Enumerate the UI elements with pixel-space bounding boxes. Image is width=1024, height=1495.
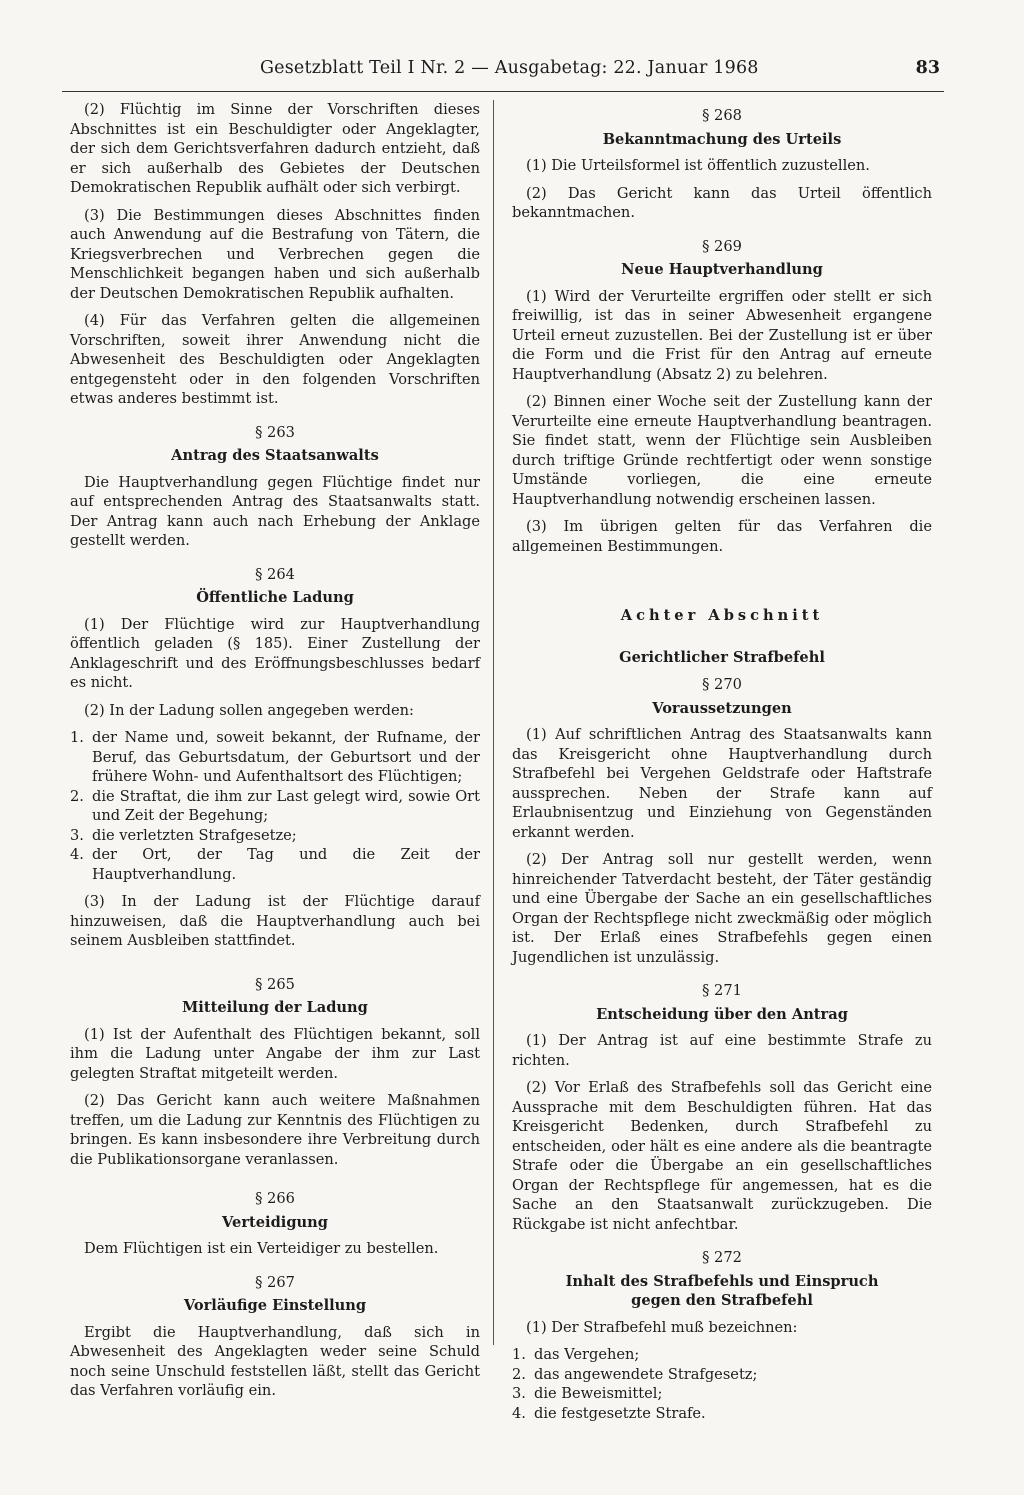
list-number: 2. (512, 1365, 526, 1383)
paragraph: (3) In der Ladung ist der Flüchtige darauf hinzuweisen, daß die Hauptverhandlung auch bei seinem Ausbleiben stattfindet. (70, 893, 480, 949)
paragraph: (1) Der Antrag ist auf eine bestimmte Strafe zu richten. (512, 1032, 932, 1069)
paragraph: Dem Flüchtigen ist ein Verteidiger zu bestellen. (84, 1240, 439, 1257)
paragraph: (1) Die Urteilsformel ist öffentlich zuzustellen. (526, 157, 870, 174)
paragraph: (2) Das Gericht kann auch weitere Maßnahmen treffen, um die Ladung zur Kenntnis des Flüchtigen zu bringen. Es kann insbesondere ihre Verbreitung durch die Publikationsorgane veranlassen. (70, 1092, 480, 1168)
list-item (70, 845, 480, 884)
list-text: die festgesetzte Strafe. (534, 1404, 706, 1422)
section-number: § 268 (702, 107, 742, 124)
header-title: Gesetzblatt Teil I Nr. 2 — Ausgabetag: 22. Januar 1968 (260, 58, 759, 78)
list-item (512, 1345, 932, 1365)
list-number: 2. (70, 787, 84, 805)
paragraph: (2) Der Antrag soll nur gestellt werden, wenn hinreichender Tatverdacht besteht, der Täter geständig und eine Übergabe der Sache an ein gesellschaftliches Organ der Rechtspflege nicht zweckmäßig oder möglich ist. Der Erlaß eines Strafbefehls gegen einen Jugendlichen ist unzulässig. (512, 851, 932, 966)
chapter-subtitle: Gerichtlicher Strafbefehl (619, 648, 825, 666)
list-item (70, 787, 480, 826)
list-item (512, 1384, 932, 1404)
section-number: § 265 (255, 975, 295, 993)
column-divider (493, 100, 494, 1345)
left-column (70, 100, 480, 1409)
section-number: § 264 (255, 565, 295, 583)
list-number: 3. (70, 826, 84, 844)
section-number: § 270 (702, 676, 742, 693)
section-number: § 267 (255, 1273, 295, 1291)
paragraph: (2) Vor Erlaß des Strafbefehls soll das Gericht eine Aussprache mit dem Beschuldigten führen. Hat das Kreisgericht Bedenken, durch Strafbefehl zu entscheiden, oder hält es eine andere als die beantragte Strafe oder die Übergabe an ein gesellschaftliches Organ der Rechtspflege für angemessen, hat es die Sache an den Staatsanwalt zurückzugeben. Die Rückgabe ist nicht anfechtbar. (512, 1079, 932, 1233)
section-title: Verteidigung (222, 1213, 328, 1231)
numbered-list (70, 728, 480, 884)
paragraph: (1) Der Strafbefehl muß bezeichnen: (526, 1318, 798, 1336)
paragraph: (2) In der Ladung sollen angegeben werden: (84, 701, 414, 719)
page-number: 83 (915, 58, 940, 78)
paragraph: (2) Binnen einer Woche seit der Zustellung kann der Verurteilte eine erneute Hauptverhandlung beantragen. Sie findet statt, wenn der Flüchtige sein Ausbleiben durch triftige Gründe rechtfertigt oder wenn sonstige Umstände vorliegen, die eine erneute Hauptverhandlung notwendig erscheinen lassen. (512, 393, 932, 508)
section-number: § 269 (702, 237, 742, 255)
list-number: 1. (70, 729, 84, 746)
list-item (70, 826, 480, 846)
paragraph: Die Hauptverhandlung gegen Flüchtige findet nur auf entsprechenden Antrag des Staatsanwalts statt. Der Antrag kann auch nach Erhebung der Anklage gestellt werden. (70, 473, 480, 549)
section-title: Bekanntmachung des Urteils (602, 130, 842, 148)
paragraph: (1) Auf schriftlichen Antrag des Staatsanwalts kann das Kreisgericht ohne Hauptverhandlung durch Strafbefehl bei Vergehen Geldstrafe oder Haftstrafe aussprechen. Neben der Strafe kann auf Erlaubnisentzug und Einziehung von Gegenständen erkannt werden. (512, 726, 932, 841)
paragraph: (4) Für das Verfahren gelten die allgemeinen Vorschriften, soweit ihrer Anwendung nicht die Abwesenheit des Beschuldigten oder Angeklagten entgegensteht oder in den folgenden Vorschriften etwas anderes bestimmt ist. (70, 312, 480, 407)
paragraph: Ergibt die Hauptverhandlung, daß sich in Abwesenheit des Angeklagten weder seine Schuld noch seine Unschuld feststellen läßt, stellt das Gericht das Verfahren vorläufig ein. (70, 1323, 480, 1399)
section-title: gegen den Strafbefehl (631, 1292, 813, 1309)
section-number: § 266 (255, 1190, 295, 1207)
section-title: Voraussetzungen (652, 699, 792, 717)
numbered-list (512, 1345, 932, 1423)
paragraph: (2) Das Gericht kann das Urteil öffentlich bekanntmachen. (512, 184, 932, 221)
section-title: Vorläufige Einstellung (183, 1297, 367, 1314)
section-number: § 271 (702, 982, 742, 999)
paragraph: (2) Flüchtig im Sinne der Vorschriften dieses Abschnittes ist ein Beschuldigter oder Angeklagter, der sich dem Gerichtsverfahren dadurch entzieht, daß er sich außerhalb des Gebietes der Deutschen Demokratischen Republik aufhält oder sich verbirgt. (70, 101, 480, 196)
list-text: der Name und, soweit bekannt, der Rufname, der Beruf, das Geburtsdatum, der Geburtsort und der frühere Wohn- und Aufenthaltsort des Flüchtigen; (92, 729, 480, 785)
section-number: § 272 (702, 1249, 742, 1266)
section-title: Antrag des Staatsanwalts (171, 447, 379, 464)
paragraph: (1) Der Flüchtige wird zur Hauptverhandlung öffentlich geladen (§ 185). Einer Zustellung der Anklageschrift und des Eröffnungsbeschlusses bedarf es nicht. (70, 615, 480, 691)
list-text: die Beweismittel; (534, 1385, 663, 1402)
right-column (512, 100, 932, 1431)
section-title: Entscheidung über den Antrag (596, 1005, 848, 1023)
paragraph: (3) Die Bestimmungen dieses Abschnittes finden auch Anwendung auf die Bestrafung von Tätern, die Kriegsverbrechen und Verbrechen gegen die Menschlichkeit begangen haben und sich außerhalb der Deutschen Demokratischen Republik aufhalten. (70, 206, 480, 302)
list-text: das angewendete Strafgesetz; (534, 1365, 758, 1383)
chapter-title: Achter Abschnitt (620, 607, 824, 624)
list-item (512, 1365, 932, 1385)
section-number: § 263 (255, 423, 295, 441)
list-item (70, 728, 480, 787)
list-text: der Ort, der Tag und die Zeit der Hauptverhandlung. (92, 846, 480, 883)
list-text: die verletzten Strafgesetze; (92, 826, 297, 844)
paragraph: (3) Im übrigen gelten für das Verfahren die allgemeinen Bestimmungen. (512, 518, 932, 555)
list-text: die Straftat, die ihm zur Last gelegt wird, sowie Ort und Zeit der Begehung; (92, 787, 480, 824)
header-rule (62, 91, 944, 92)
paragraph: (1) Wird der Verurteilte ergriffen oder stellt er sich freiwillig, ist das in seiner Abwesenheit ergangene Urteil erneut zuzustellen. Bei der Zustellung ist er über die Form und die Frist für den Antrag auf erneute Hauptverhandlung (Absatz 2) zu belehren. (512, 287, 932, 383)
list-number: 4. (70, 846, 84, 863)
section-title: Mitteilung der Ladung (182, 999, 368, 1016)
list-number: 3. (512, 1385, 526, 1402)
section-title: Öffentliche Ladung (196, 589, 354, 606)
paragraph: (1) Ist der Aufenthalt des Flüchtigen bekannt, soll ihm die Ladung unter Angabe der ihm zur Last gelegten Straftat mitgeteilt werden. (70, 1025, 480, 1082)
section-title: Inhalt des Strafbefehls und Einspruch (565, 1272, 879, 1290)
list-item (512, 1404, 932, 1424)
list-text: das Vergehen; (534, 1346, 640, 1363)
page-header (62, 52, 944, 92)
section-title: Neue Hauptverhandlung (621, 261, 823, 278)
list-number: 4. (512, 1404, 526, 1422)
list-number: 1. (512, 1346, 526, 1363)
